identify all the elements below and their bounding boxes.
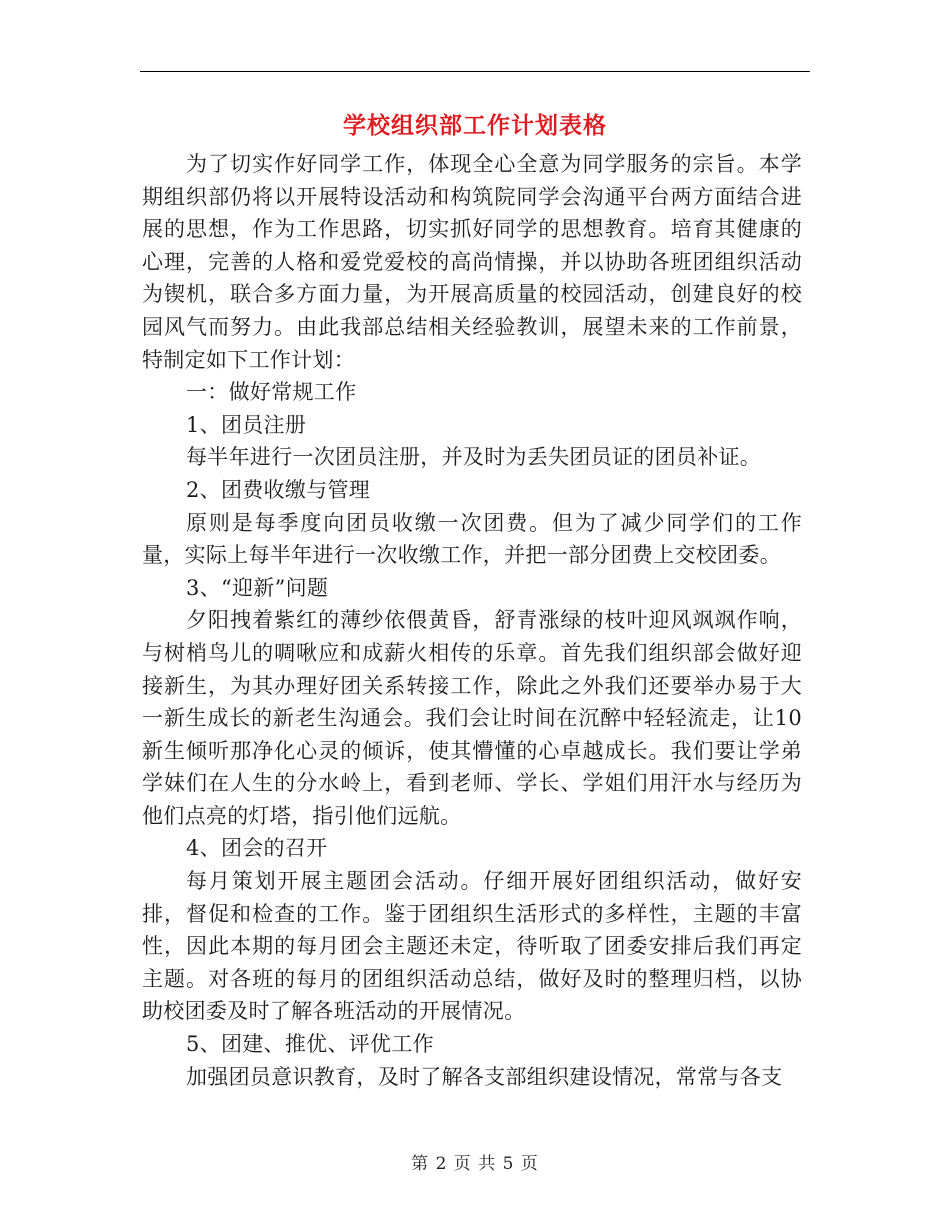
registration-paragraph: 每半年进行一次团员注册，并及时为丢失团员证的团员补证。 (186, 445, 762, 470)
document-title: 学校组织部工作计划表格 (343, 112, 607, 139)
header-rule (140, 71, 810, 72)
evaluation-paragraph: 加强团员意识教育，及时了解各支部组织建设情况，常常与各支 (186, 1064, 783, 1089)
welcome-paragraph: 夕阳拽着紫红的薄纱依偎黄昏，舒青涨绿的枝叶迎风飒飒作响，与树梢鸟儿的啁啾应和成薪火相传的乐章。首先我们组织部会做好迎接新生，为其办理好团关系转接工作，除此之外我们还要举办易于大一新生成长的新老生沟通会。我们会让时间在沉醉中轻轻流走，让10新生倾听那净化心灵的倾诉，使其懵懂的心卓越成长。我们要让学弟学妹们在人生的分水岭上，看到老师、学长、学姐们用汗水与经历为他们点亮的灯塔，指引他们远航。 (142, 608, 802, 828)
item-heading-welcome: 3、“迎新”问题 (186, 575, 329, 600)
document-body (142, 148, 802, 1093)
item-heading-meetings: 4、团会的召开 (186, 836, 328, 861)
dues-paragraph: 原则是每季度向团员收缴一次团费。但为了减少同学们的工作量，实际上每半年进行一次收缴工作，并把一部分团费上交校团委。 (142, 510, 802, 568)
meetings-paragraph: 每月策划开展主题团会活动。仔细开展好团组织活动，做好安排，督促和检查的工作。鉴于团组织生活形式的多样性，主题的丰富性，因此本期的每月团会主题还未定，待听取了团委安排后我们再定主题。对各班的每月的团组织活动总结，做好及时的整理归档，以协助校团委及时了解各班活动的开展情况。 (142, 869, 802, 1024)
item-heading-evaluation: 5、团建、推优、评优工作 (186, 1032, 434, 1057)
item-heading-dues: 2、团费收缴与管理 (186, 477, 371, 502)
item-heading-member-registration: 1、团员注册 (186, 412, 307, 437)
section-heading-routine-work: 一：做好常规工作 (186, 380, 357, 405)
page-footer: 第 2 页 共 5 页 (411, 1154, 539, 1174)
intro-paragraph: 为了切实作好同学工作，体现全心全意为同学服务的宗旨。本学期组织部仍将以开展特设活动和构筑院同学会沟通平台两方面结合进展的思想，作为工作思路，切实抓好同学的思想教育。培育其健康的心理，完善的人格和爱党爱校的高尚情操，并以协助各班团组织活动为锲机，联合多方面力量，为开展高质量的校园活动，创建良好的校园风气而努力。由此我部总结相关经验教训，展望未来的工作前景，特制定如下工作计划： (142, 152, 802, 372)
